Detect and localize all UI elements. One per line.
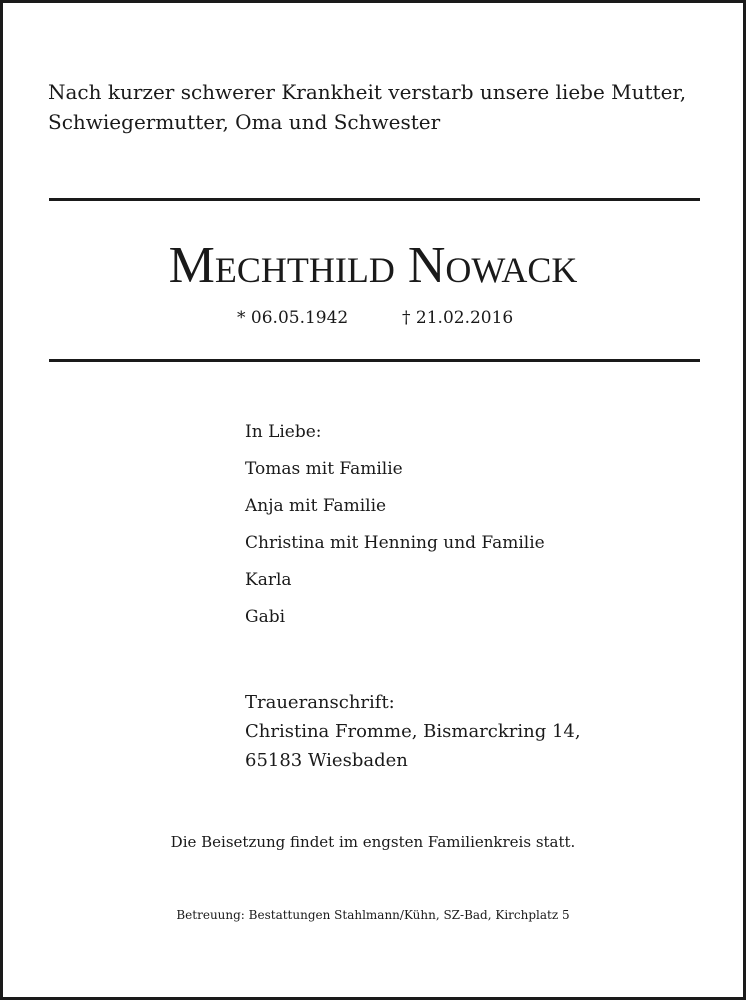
- undertaker-credit: Betreuung: Bestattungen Stahlmann/Kühn, SZ-Bad, Kirchplatz 5: [176, 908, 570, 922]
- funeral-note: Die Beisetzung findet im engsten Familienkreis statt.: [170, 833, 576, 851]
- mourner-item: Christina mit Henning und Familie: [245, 533, 545, 553]
- top-divider: [49, 198, 700, 201]
- deceased-name: Mechthild Nowack: [168, 237, 578, 294]
- death-date: † 21.02.2016: [402, 308, 514, 328]
- intro-line-1: Nach kurzer schwerer Krankheit verstarb unsere liebe Mutter,: [48, 80, 687, 104]
- mourners-label: In Liebe:: [245, 422, 322, 442]
- mourner-item: Anja mit Familie: [245, 496, 387, 516]
- mourner-item: Gabi: [245, 607, 286, 627]
- intro-line-2: Schwiegermutter, Oma und Schwester: [48, 110, 441, 134]
- bottom-divider: [49, 359, 700, 362]
- birth-date: * 06.05.1942: [237, 308, 349, 328]
- address-label: Traueranschrift:: [245, 692, 395, 713]
- intro-text: [48, 77, 708, 137]
- mourner-item: Tomas mit Familie: [245, 459, 403, 479]
- mourning-address: [245, 688, 581, 775]
- mourner-item: Karla: [245, 570, 292, 590]
- address-line-1: Christina Fromme, Bismarckring 14,: [245, 721, 581, 742]
- mourners-list: [245, 420, 705, 642]
- address-line-2: 65183 Wiesbaden: [245, 750, 408, 771]
